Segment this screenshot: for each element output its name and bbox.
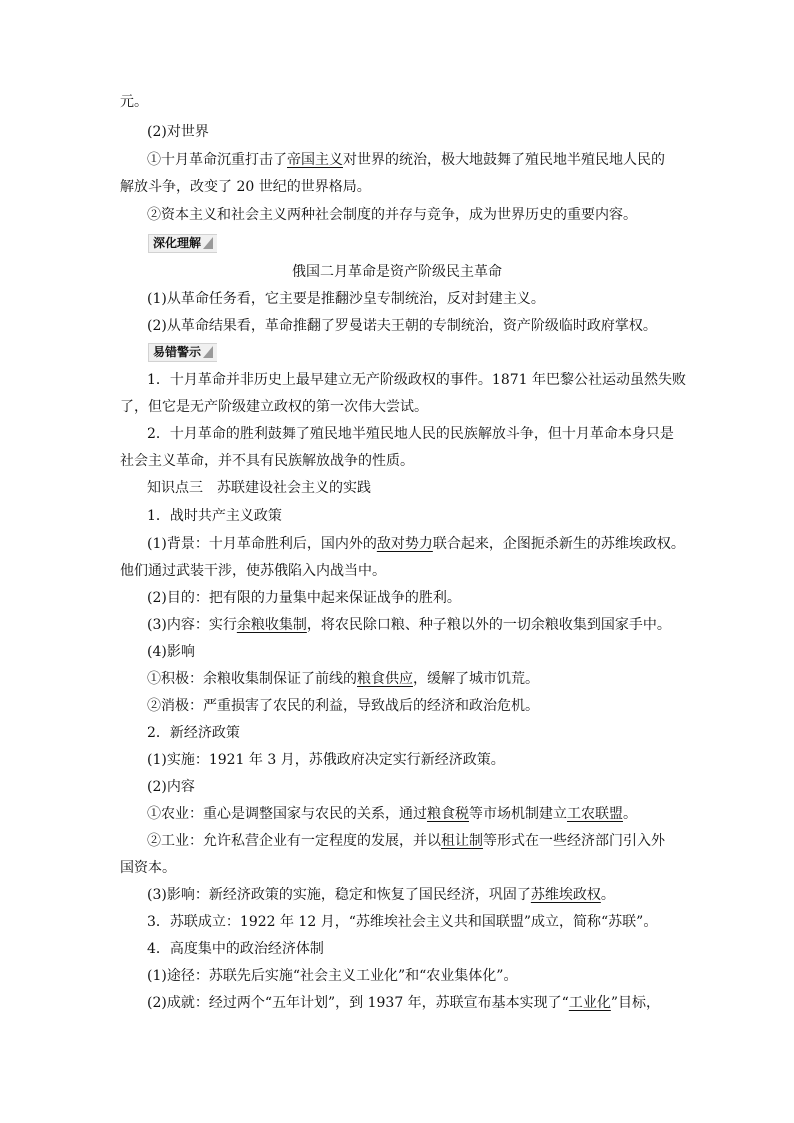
box-title: 俄国二月革命是资产阶级民主革命 [292, 264, 502, 280]
text-line: ①十月革命沉重打击了帝国主义对世界的统治，极大地鼓舞了殖民地半殖民地人民的 [147, 152, 665, 168]
subsection-title: 1．战时共产主义政策 [147, 508, 282, 524]
text-line: (1)途径：苏联先后实施“社会主义工业化”和“农业集体化”。 [147, 968, 518, 984]
text-line: (2)成就：经过两个“五年计划”，到 1937 年，苏联宣布基本实现了“工业化”目标， [147, 995, 661, 1011]
underlined-term: 苏维埃政权 [530, 887, 601, 903]
tag-corner-icon [203, 237, 213, 249]
text-line: (1)背景：十月革命胜利后，国内外的敌对势力联合起来，企图扼杀新生的苏维埃政权。 [147, 536, 685, 552]
text-line: (3)影响：新经济政策的实施，稳定和恢复了国民经济，巩固了苏维埃政权。 [147, 887, 615, 903]
text-line: (2)目的：把有限的力量集中起来保证战争的胜利。 [147, 590, 461, 606]
text-line: (3)内容：实行余粮收集制，将农民除口粮、种子粮以外的一切余粮收集到国家手中。 [147, 617, 671, 633]
text-line: (1)实施：1921 年 3 月，苏俄政府决定实行新经济政策。 [147, 752, 505, 768]
underlined-term: 租让制 [441, 833, 483, 849]
subsection-title: 2．新经济政策 [147, 725, 240, 741]
text-line: (2)内容 [147, 779, 195, 795]
text-line: ②工业：允许私营企业有一定程度的发展，并以租让制等形式在一些经济部门引入外 [147, 833, 665, 849]
text-line: 社会主义革命，并不具有民族解放战争的性质。 [120, 453, 414, 469]
underlined-term: 工业化 [568, 995, 611, 1011]
text-line: (1)从革命任务看，它主要是推翻沙皇专制统治，反对封建主义。 [147, 291, 545, 307]
underlined-term: 工农联盟 [567, 806, 623, 822]
text-line: (2)从革命结果看，革命推翻了罗曼诺夫王朝的专制统治，资产阶级临时政府掌权。 [147, 318, 657, 334]
underlined-term: 余粮收集制 [236, 617, 307, 633]
text-line: ①农业：重心是调整国家与农民的关系，通过粮食税等市场机制建立工农联盟。 [147, 806, 637, 822]
text-line: 3．苏联成立：1922 年 12 月，“苏维埃社会主义共和国联盟”成立，简称“苏联”。 [147, 914, 658, 930]
section-heading-world: (2)对世界 [147, 124, 209, 140]
subsection-title: 4．高度集中的政治经济体制 [147, 941, 324, 957]
underlined-term: 粮食税 [427, 806, 469, 822]
tag-deepen-understanding: 深化理解 [148, 234, 217, 253]
text-line: ②消极：严重损害了农民的利益，导致战后的经济和政治危机。 [147, 698, 539, 714]
tag-common-mistakes: 易错警示 [148, 343, 217, 362]
text-line: 1．十月革命并非历史上最早建立无产阶级政权的事件。1871 年巴黎公社运动虽然失败 [147, 372, 686, 388]
text-line: 了，但它是无产阶级建立政权的第一次伟大尝试。 [120, 399, 428, 415]
underlined-term: 粮食供应 [357, 671, 413, 687]
text-line: (4)影响 [147, 644, 195, 660]
underlined-term: 敌对势力 [376, 536, 433, 552]
text-line: 元。 [120, 94, 148, 110]
section-title: 知识点三 苏联建设社会主义的实践 [147, 480, 371, 496]
text-line: ②资本主义和社会主义两种社会制度的并存与竞争，成为世界历史的重要内容。 [147, 207, 637, 223]
text-line: 他们通过武装干涉，使苏俄陷入内战当中。 [120, 563, 386, 579]
underlined-term: 帝国主义 [287, 152, 343, 168]
text-line: 2．十月革命的胜利鼓舞了殖民地半殖民地人民的民族解放斗争，但十月革命本身只是 [147, 426, 674, 442]
text-line: 解放斗争，改变了 20 世纪的世界格局。 [120, 179, 371, 195]
text-line: ①积极：余粮收集制保证了前线的粮食供应，缓解了城市饥荒。 [147, 671, 539, 687]
tag-corner-icon [203, 346, 213, 358]
text-line: 国资本。 [120, 860, 176, 876]
